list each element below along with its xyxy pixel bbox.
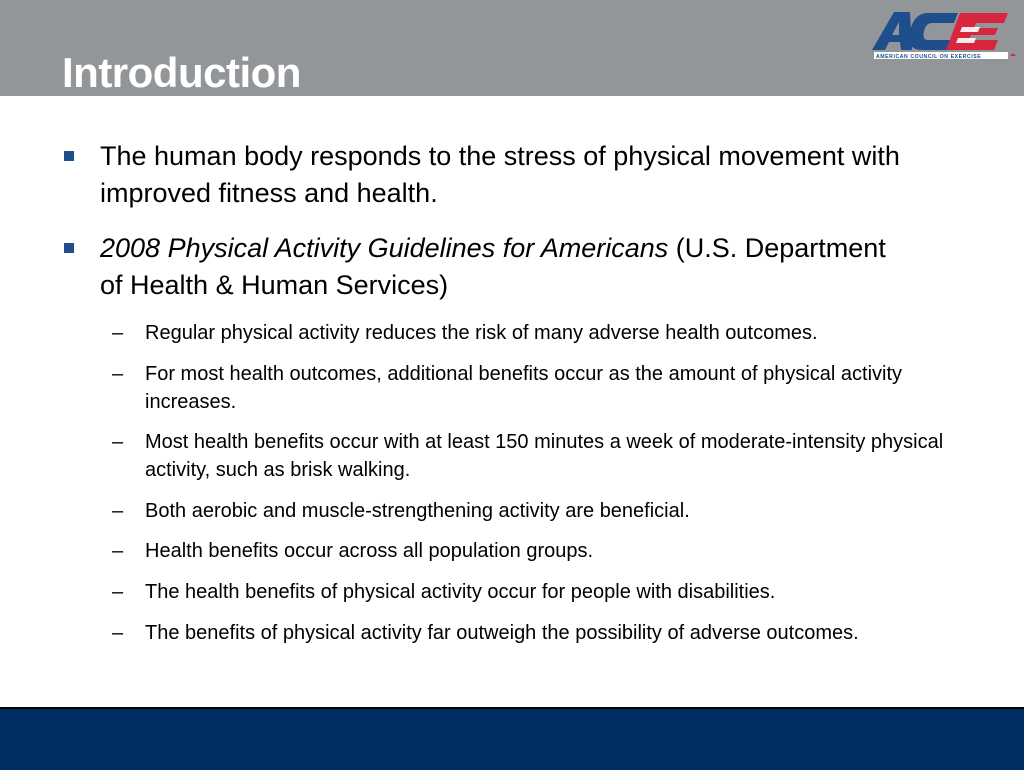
dash-bullet: – — [112, 622, 124, 644]
slide-header — [0, 0, 1024, 96]
sub-item: The benefits of physical activity far outweigh the possibility of adverse outcomes. — [145, 622, 859, 644]
ace-logo-subtext: AMERICAN COUNCIL ON EXERCISE — [876, 54, 982, 60]
sub-item: Both aerobic and muscle-strengthening activity are beneficial. — [145, 500, 690, 522]
dash-bullet: – — [112, 581, 124, 603]
sub-item: Regular physical activity reduces the risk of many adverse health outcomes. — [145, 322, 818, 344]
guidelines-title: 2008 Physical Activity Guidelines for Americans — [100, 233, 669, 263]
square-bullet-icon — [64, 243, 74, 253]
ace-logo — [870, 4, 1018, 60]
dash-bullet: – — [112, 500, 124, 522]
guidelines-source: (U.S. Department of Health & Human Services) — [100, 233, 886, 300]
dash-bullet: – — [112, 363, 124, 385]
dash-bullet: – — [112, 431, 124, 453]
bullet-item — [100, 230, 900, 304]
slide-footer-bar — [0, 707, 1024, 770]
sub-item: Health benefits occur across all population groups. — [145, 540, 594, 562]
slide-title: Introduction — [62, 49, 301, 96]
dash-bullet: – — [112, 540, 124, 562]
dash-bullet: – — [112, 322, 124, 344]
bullet-item: The human body responds to the stress of physical movement with improved fitness and health. — [100, 141, 900, 208]
square-bullet-icon — [64, 151, 74, 161]
sub-item: The health benefits of physical activity occur for people with disabilities. — [145, 581, 776, 603]
sub-item: Most health benefits occur with at least 150 minutes a week of moderate-intensity physical activity, such as brisk walking. — [145, 431, 944, 481]
sub-item: For most health outcomes, additional benefits occur as the amount of physical activity increases. — [145, 363, 903, 413]
